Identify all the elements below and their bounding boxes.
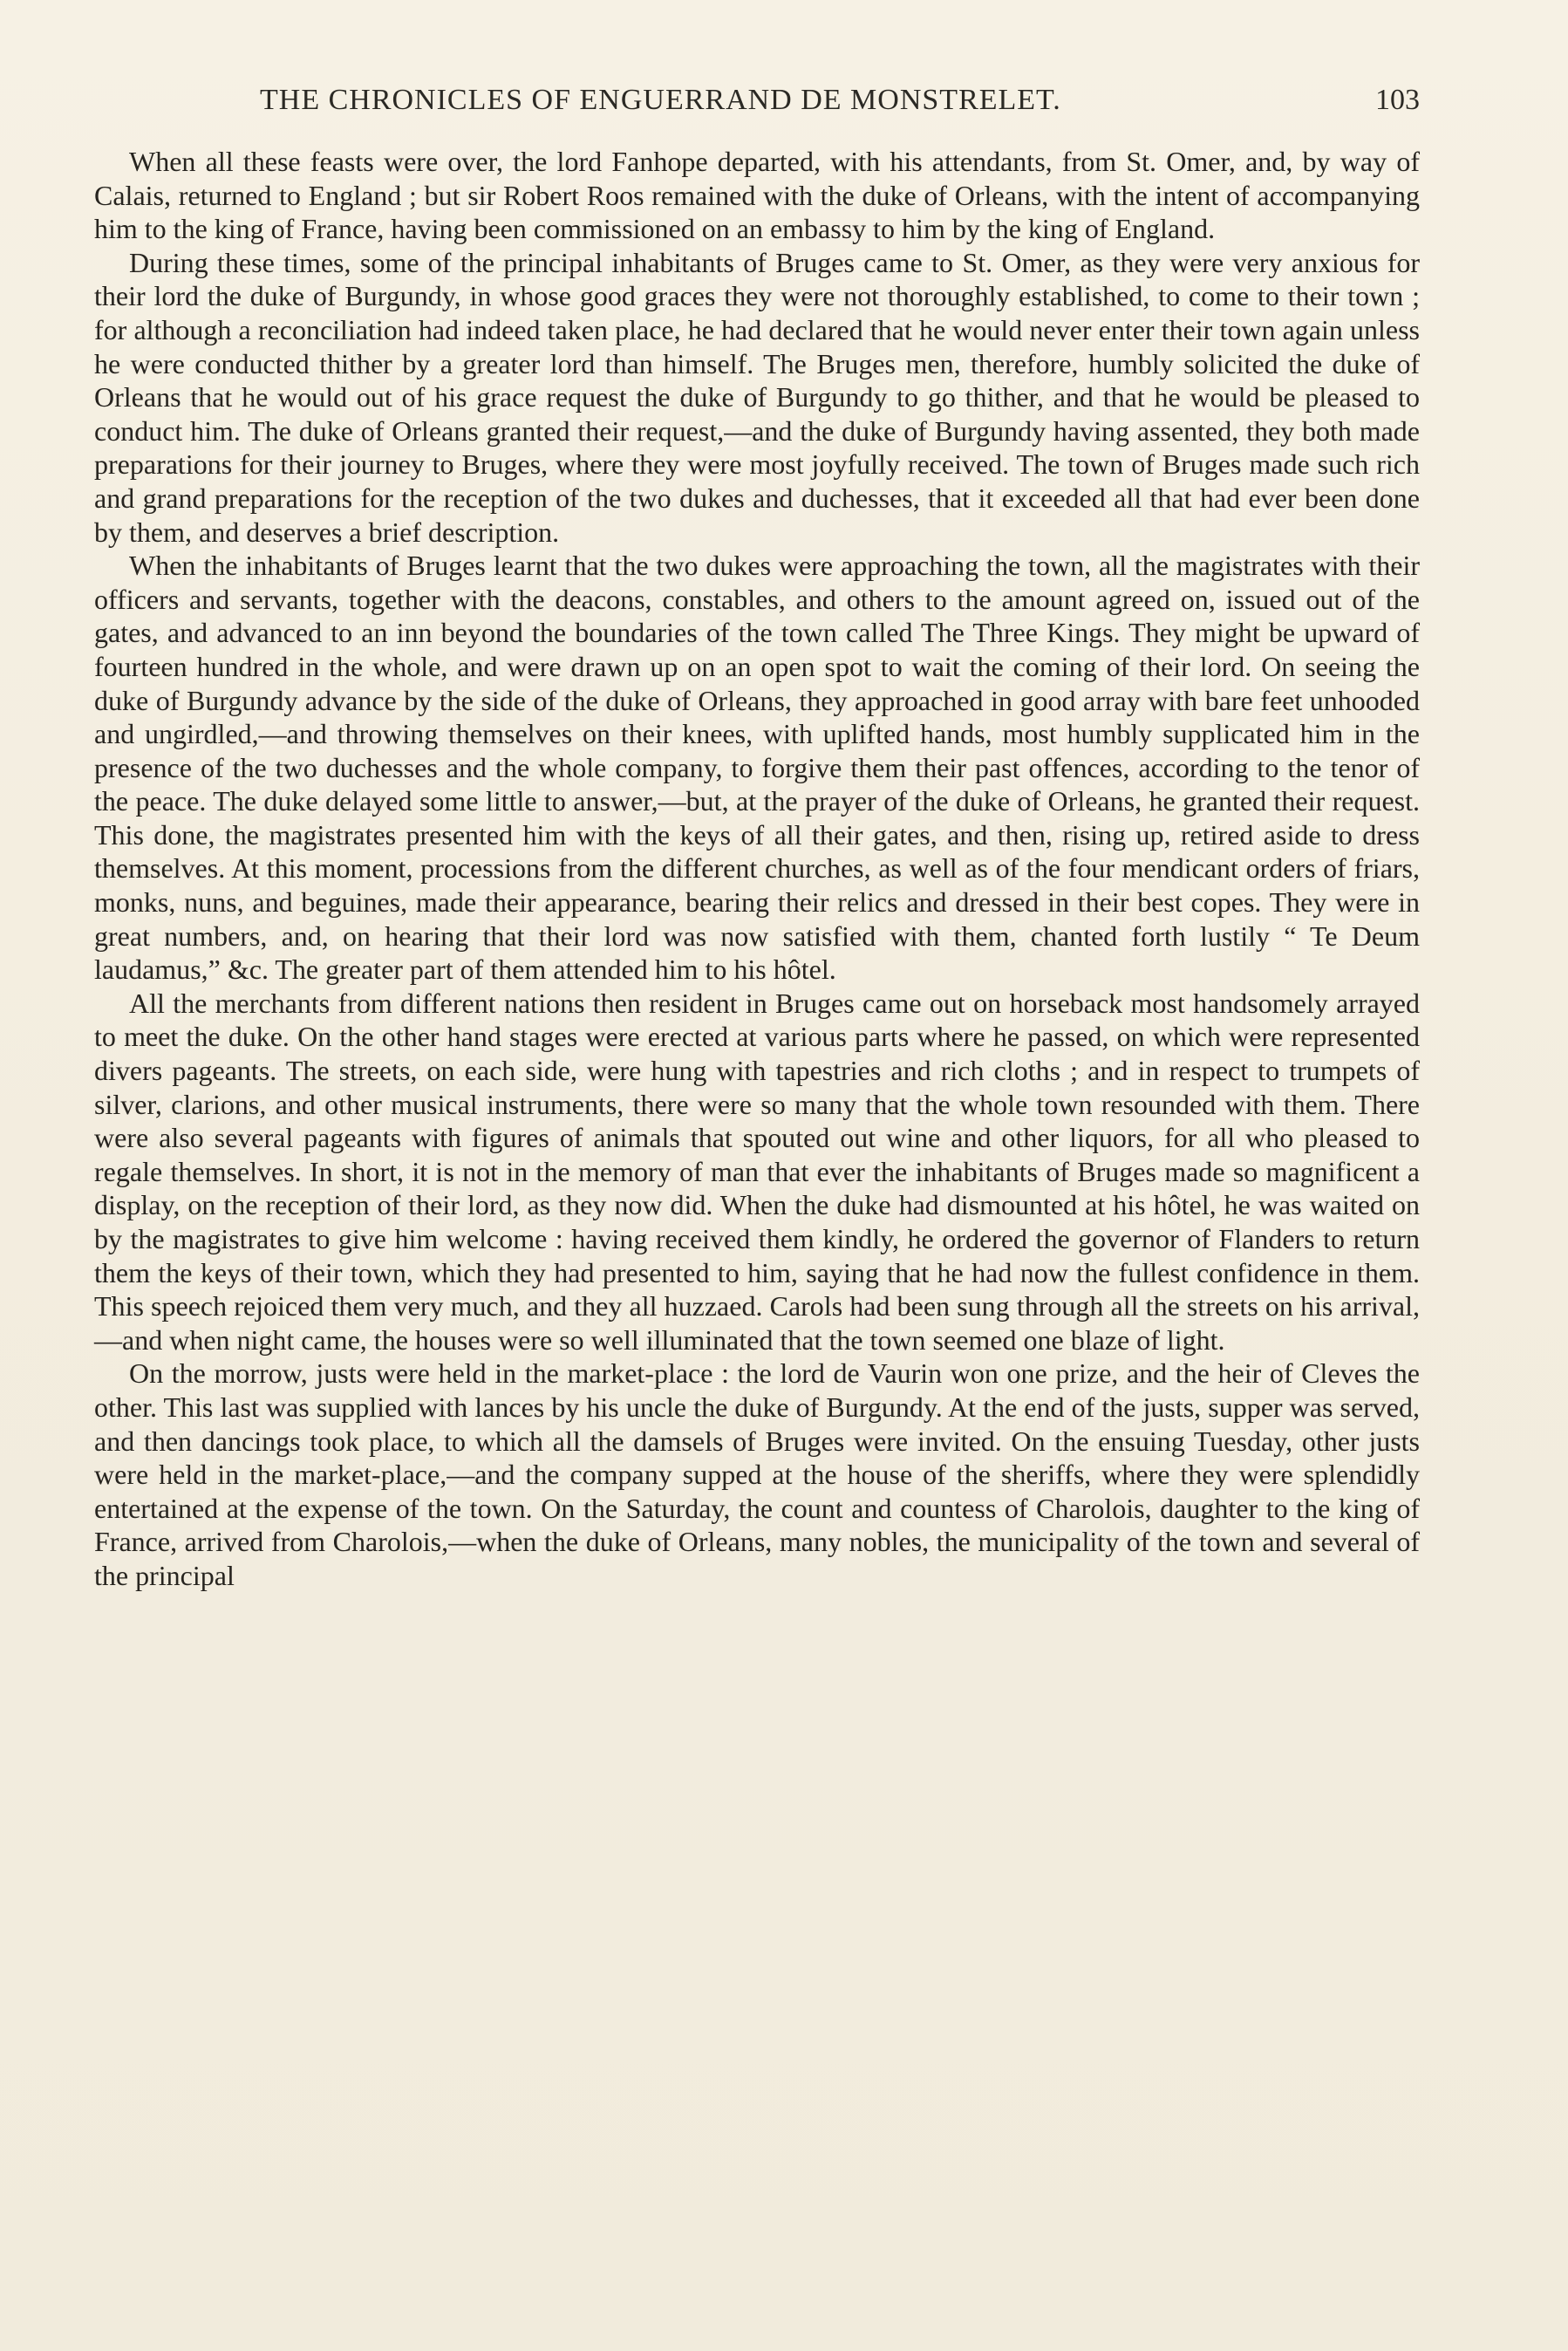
paragraph: During these times, some of the principal inhabitants of Bruges came to St. Omer, as they were very anxious for their lord the duke of Burgundy, in whose good graces they were not thoroughly established, to come to their town ; for although a reconciliation had indeed taken place, he had declared that he would never enter their town again unless he were conducted thither by a greater lord than himself. The Bruges men, therefore, humbly solicited the duke of Orleans that he would out of his grace request the duke of Burgundy to go thither, and that he would be pleased to conduct him. The duke of Orleans granted their request,—and the duke of Burgundy having assented, they both made preparations for their journey to Bruges, where they were most joyfully received. The town of Bruges made such rich and grand preparations for the reception of the two dukes and duchesses, that it exceeded all that had ever been done by them, and deserves a brief description. bbox=[94, 246, 1420, 548]
running-title: THE CHRONICLES OF ENGUERRAND DE MONSTRELET. bbox=[260, 84, 1061, 116]
paragraph: When all these feasts were over, the lord Fanhope departed, with his attendants, from St. Omer, and, by way of Calais, returned to England ; but sir Robert Roos remained with the duke of Orleans, with the intent of accompanying him to the king of France, having been commissioned on an embassy to him by the king of England. bbox=[94, 146, 1420, 245]
body-text bbox=[94, 145, 1420, 1593]
page-header bbox=[94, 84, 1420, 127]
paragraph: When the inhabitants of Bruges learnt that the two dukes were approaching the town, all the magistrates with their officers and servants, together with the deacons, constables, and others to the amount agreed on, issued out of the gates, and advanced to an inn beyond the boundaries of the town called The Three Kings. They might be upward of fourteen hundred in the whole, and were drawn up on an open spot to wait the coming of their lord. On seeing the duke of Burgundy advance by the side of the duke of Orleans, they approached in good array with bare feet unhooded and ungirdled,—and throwing themselves on their knees, with uplifted hands, most humbly supplicated him in the presence of the two duchesses and the whole company, to forgive them their past offences, according to the tenor of the peace. The duke delayed some little to answer,—but, at the prayer of the duke of Orleans, he granted their request. This done, the magistrates presented him with the keys of all their gates, and then, rising up, retired aside to dress themselves. At this moment, processions from the different churches, as well as of the four mendicant orders of friars, monks, nuns, and beguines, made their appearance, bearing their relics and dressed in their best copes. They were in great numbers, and, on hearing that their lord was now satisfied with them, chanted forth lustily “ Te Deum laudamus,” &c. The greater part of them attended him to his hôtel. bbox=[94, 550, 1420, 986]
page-number: 103 bbox=[1375, 84, 1420, 116]
paragraph: On the morrow, justs were held in the market-place : the lord de Vaurin won one prize, and the heir of Cleves the other. This last was supplied with lances by his uncle the duke of Burgundy. At the end of the justs, supper was served, and then dancings took place, to which all the damsels of Bruges were invited. On the ensuing Tuesday, other justs were held in the market-place,—and the company supped at the house of the sheriffs, where they were splendidly entertained at the expense of the town. On the Saturday, the count and countess of Charolois, daughter to the king of France, arrived from Charolois,—when the duke of Orleans, many nobles, the municipality of the town and several of the principal bbox=[94, 1357, 1420, 1591]
paragraph: All the merchants from different nations then resident in Bruges came out on horseback most handsomely arrayed to meet the duke. On the other hand stages were erected at various parts where he passed, on which were represented divers pageants. The streets, on each side, were hung with tapestries and rich cloths ; and in respect to trumpets of silver, clarions, and other musical instruments, there were so many that the whole town resounded with them. There were also several pageants with figures of animals that spouted out wine and other liquors, for all who pleased to regale themselves. In short, it is not in the memory of man that ever the inhabitants of Bruges made so magnificent a display, on the reception of their lord, as they now did. When the duke had dismounted at his hôtel, he was waited on by the magistrates to give him welcome : having received them kindly, he ordered the governor of Flanders to return them the keys of their town, which they had presented to him, saying that he had now the fullest confidence in them. This speech rejoiced them very much, and they all huzzaed. Carols had been sung through all the streets on his arrival,—and when night came, the houses were so well illuminated that the town seemed one blaze of light. bbox=[94, 987, 1420, 1356]
